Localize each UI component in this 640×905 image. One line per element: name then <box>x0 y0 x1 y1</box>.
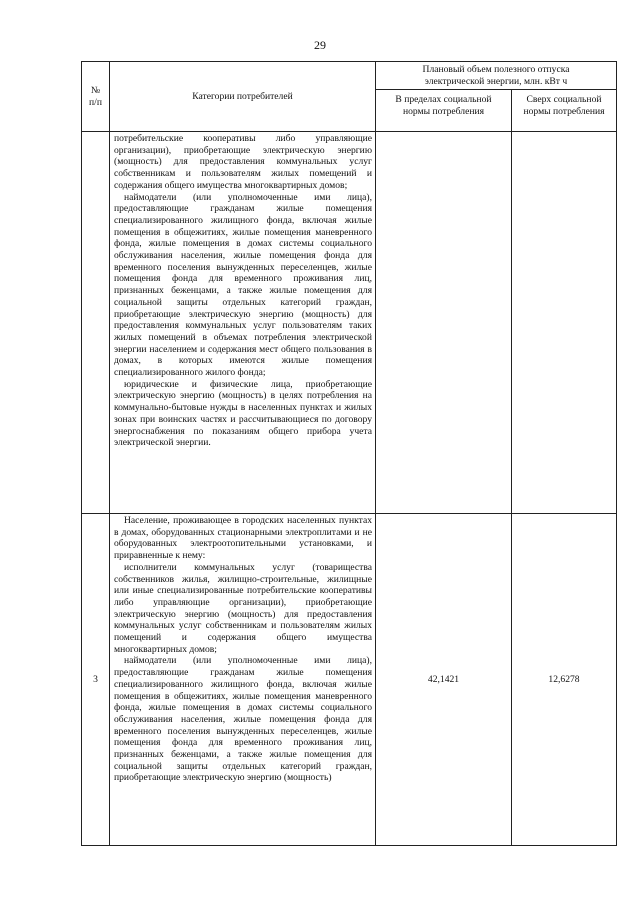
header-within-cell <box>376 90 512 132</box>
row-continued-paragraph: наймодатели (или уполномоченные ими лица), предоставляющие гражданам жилые помещения специализированного жилищного фонда, включая жилые помещения в общежитиях, жилые помещения маневренного фонда, жилые помещения в домах системы социального обслуживания населения, жилые помещения фонда для временного поселения вынужденных переселенцев, жилые помещения фонда для временного проживания лиц, признанных беженцами, а также жилые помещения для социальной защиты отдельных категорий граждан, приобретающие электрическую энергию (мощность) для предоставления коммунальных услуг пользователям таких жилых помещений в объемах потребления электрической энергии населением и содержания мест общего пользования в домах, в которых имеются жилые помещения специализированного жилого фонда; <box>114 191 372 379</box>
row-continued-over <box>512 132 617 514</box>
row-continued-num <box>82 132 110 514</box>
header-category-cell <box>110 62 376 132</box>
row3-within-value: 42,1421 <box>376 514 512 846</box>
page-number: 29 <box>314 38 326 52</box>
header-within-line2: нормы потребления <box>402 105 485 117</box>
header-category: Категории потребителей <box>192 90 293 102</box>
header-num-line1: № <box>90 84 101 96</box>
header-plan-cell <box>376 62 617 90</box>
row-continued-paragraph: потребительские кооперативы либо управляющие организации), приобретающие электрическую энергию (мощность) для предоставления коммунальных услуг собственникам и пользователям жилых помещений и содержания общего имущества многоквартирных домов; <box>114 133 372 191</box>
row-continued-within <box>376 132 512 514</box>
header-num-line2: п/п <box>89 96 102 108</box>
header-over-line2: нормы потребления <box>523 105 605 117</box>
header-over-line1: Сверх социальной <box>526 94 602 105</box>
header-plan-line2: электрической энергии, млн. кВт ч <box>424 75 568 87</box>
row3-paragraph: исполнители коммунальных услуг (товарищества собственников жилья, жилищно-строительные, жилищные или иные специализированные потребительские кооперативы либо управляющие организации), приобретающие электрическую энергию (мощность) для предоставления коммунальных услуг собственникам и пользователям жилых помещений и содержания общего имущества многоквартирных домов; <box>114 561 372 655</box>
row3-over-value: 12,6278 <box>512 514 617 846</box>
row3-paragraph: наймодатели (или уполномоченные ими лица), предоставляющие гражданам жилые помещения специализированного жилищного фонда, включая жилые помещения в общежитиях, жилые помещения маневренного фонда, жилые помещения в домах системы социального обслуживания населения, жилые помещения фонда для временного поселения вынужденных переселенцев, жилые помещения фонда для временного проживания лиц, признанных беженцами, а также жилые помещения для социальной защиты отдельных категорий граждан, приобретающие электрическую энергию (мощность) <box>114 655 372 784</box>
header-plan-line1: Плановый объем полезного отпуска <box>422 64 570 75</box>
row3-text <box>110 514 376 846</box>
row-continued-text <box>110 132 376 514</box>
row3-paragraph: Население, проживающее в городских населенных пунктах в домах, оборудованных стационарными электроплитами и не оборудованных электроотопительными установками, и приравненные к нему: <box>114 515 372 562</box>
consumption-table <box>81 61 617 846</box>
header-over-cell <box>512 90 617 132</box>
header-within-line1: В пределах социальной <box>395 94 492 105</box>
table-row-3 <box>82 514 617 846</box>
table-row-continued <box>82 132 617 514</box>
header-num-cell <box>82 62 110 132</box>
row3-num: 3 <box>82 514 110 846</box>
row-continued-paragraph: юридические и физические лица, приобретающие электрическую энергию (мощность) в целях потребления на коммунально-бытовые нужды в населенных пунктах и жилых зонах при воинских частях и рассчитывающиеся по договору энергоснабжения по показаниям общего прибора учета электрической энергии. <box>114 378 372 449</box>
